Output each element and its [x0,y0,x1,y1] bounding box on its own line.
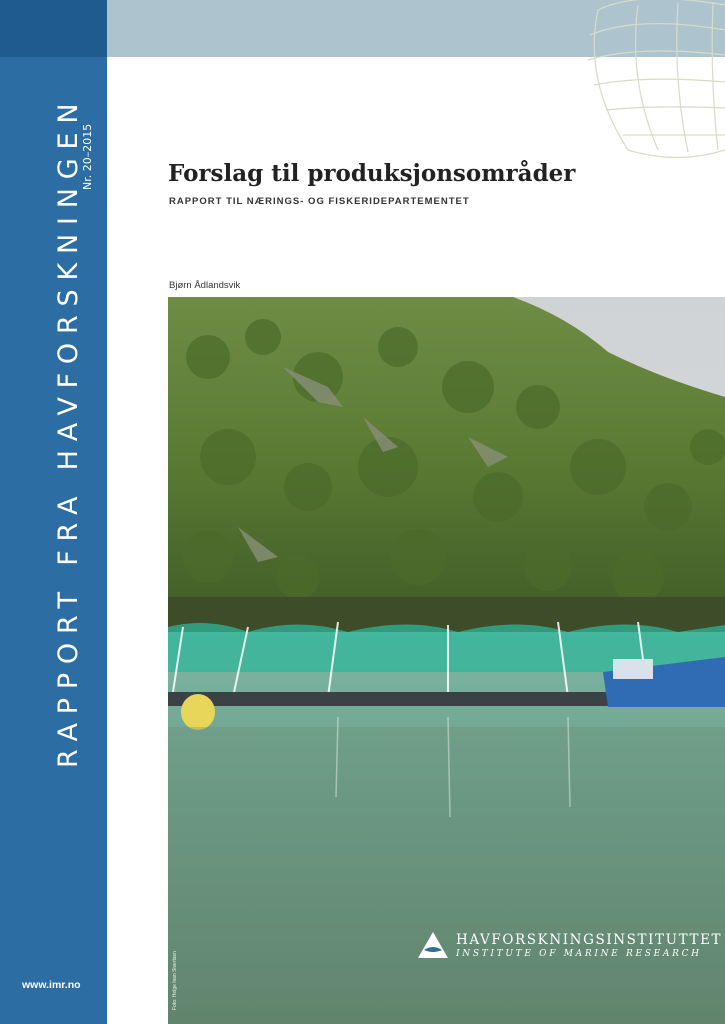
fish-farm-photo [168,297,725,1024]
sidebar [0,0,107,1024]
institute-logo-icon [416,930,450,960]
report-number: Nr. 20–2015 [81,123,94,190]
cover-photo [168,297,725,1024]
report-title: Forslag til produksjonsområder [168,160,576,187]
report-subtitle: RAPPORT TIL NÆRINGS- OG FISKERIDEPARTEMENTET [169,196,470,207]
institute-name: HAVFORSKNINGSINSTITUTTET [456,932,723,948]
photo-credit: Foto: Helge Ivan Sivertsen [172,951,178,1010]
website-link[interactable]: www.imr.no [22,979,81,991]
institute-subtitle: INSTITUTE OF MARINE RESEARCH [456,949,702,959]
author-name: Bjørn Ådlandsvik [169,280,241,291]
series-title: RAPPORT FRA HAVFORSKNINGEN [53,94,84,768]
shell-watermark-icon [578,0,725,160]
sidebar-top-block [0,0,107,57]
institute-logo [416,930,723,964]
